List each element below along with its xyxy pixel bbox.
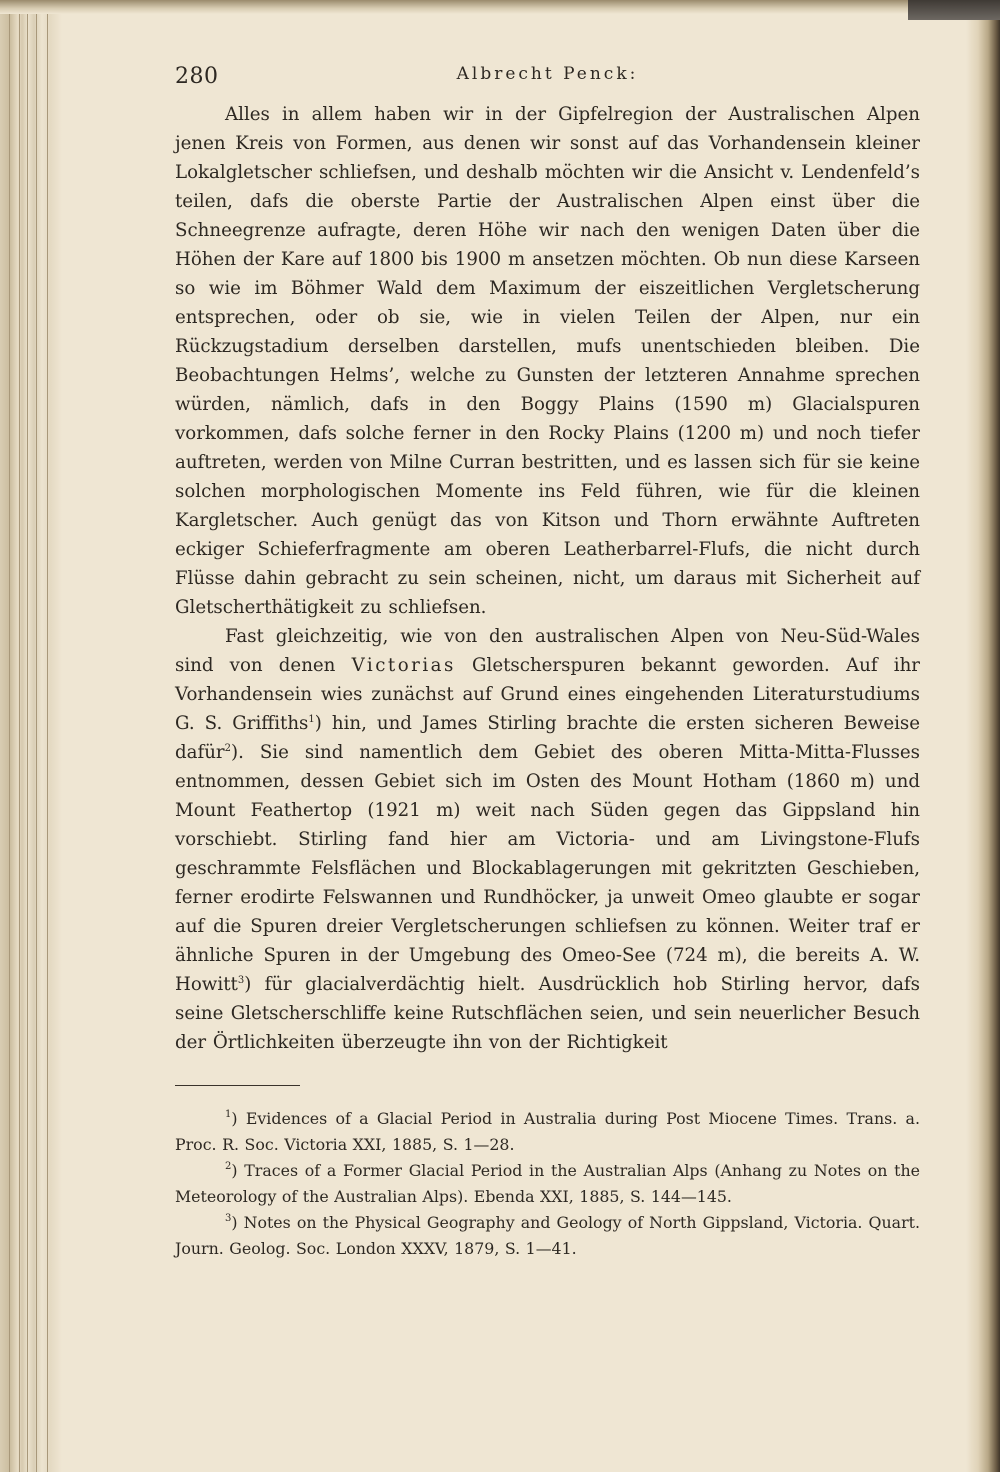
top-page-edge [0, 0, 1000, 14]
paragraph-2-part-a: Fast gleichzeitig, wie von den australischen Alpen von Neu-Süd-Wales sind von denen [175, 626, 920, 676]
paragraph-2-part-e: ) für glacialverdächtig hielt. Ausdrücklich hob Stirling hervor, dafs seine Gletscherschliffe keine Rutschflächen seien, und sein neuerlicher Besuch der Örtlichkeiten überzeugte ihn von der Richtigkeit [175, 974, 920, 1053]
paragraph-1: Alles in allem haben wir in der Gipfelregion der Australischen Alpen jenen Kreis von Formen, aus denen wir sonst auf das Vorhandensein kleiner Lokalgletscher schliefsen, und deshalb möchten wir die Ansicht v. Lendenfeld’s teilen, dafs die oberste Partie der Australischen Alpen einst über die Schneegrenze aufragte, deren Höhe wir nach den wenigen Daten über die Höhen der Kare auf 1800 bis 1900 m ansetzen möchten. Ob nun diese Karseen so wie im Böhmer Wald dem Maximum der eiszeitlichen Vergletscherung entsprechen, oder ob sie, wie in vielen Teilen der Alpen, nur ein Rückzugstadium derselben darstellen, mufs unentschieden bleiben. Die Beobachtungen Helms’, welche zu Gunsten der letzteren Annahme sprechen würden, nämlich, dafs in den Boggy Plains (1590 m) Glacialspuren vorkommen, dafs solche ferner in den Rocky Plains (1200 m) und noch tiefer auftreten, werden von Milne Curran bestritten, und es lassen sich für sie keine solchen morphologischen Momente ins Feld führen, wie für die kleinen Kargletscher. Auch genügt das von Kitson und Thorn erwähnte Auftreten eckiger Schieferfragmente am oberen Leatherbarrel-Flufs, die nicht durch Flüsse dahin gebracht zu sein scheinen, nicht, um daraus mit Sicherheit auf Gletscherthätigkeit zu schliefsen. [175, 104, 920, 618]
footnote-3 [175, 1210, 920, 1262]
footnotes [175, 1106, 920, 1262]
running-head: Albrecht Penck: [456, 64, 639, 84]
footnote-2 [175, 1158, 920, 1210]
footnote-separator [175, 1085, 300, 1086]
footnote-1 [175, 1106, 920, 1158]
page-header [175, 58, 920, 100]
footnote-ref-3: 3 [237, 975, 245, 986]
footnote-marker: 3 [225, 1213, 232, 1224]
spaced-word-victorias: Victorias [351, 655, 456, 676]
footnote-text: ) Evidences of a Glacial Period in Australia during Post Miocene Times. Trans. a. Proc. R. Soc. Victoria XXI, 1885, S. 1—28. [175, 1109, 920, 1154]
footnote-text: ) Traces of a Former Glacial Period in the Australian Alps (Anhang zu Notes on the Meteorology of the Australian Alps). Ebenda XXI, 1885, S. 144—145. [175, 1161, 920, 1206]
book-gutter [0, 0, 62, 1472]
footnote-text: ) Notes on the Physical Geography and Geology of North Gippsland, Victoria. Quart. Journ. Geolog. Soc. London XXXV, 1879, S. 1—41. [175, 1213, 920, 1258]
paragraph-2-part-c: ) hin, und James Stirling brachte die ersten sicheren Beweise dafür [175, 713, 920, 763]
footnote-marker: 2 [225, 1161, 232, 1172]
paragraph-2-part-d: ). Sie sind namentlich dem Gebiet des oberen Mitta-Mitta-Flusses entnommen, dessen Gebiet sich im Osten des Mount Hotham (1860 m) und Mount Feathertop (1921 m) weit nach Süden gegen das Gippsland hin vorschiebt. Stirling fand hier am Victoria- und am Livingstone-Flufs geschrammte Felsflächen und Blockablagerungen mit gekritzten Geschieben, ferner erodirte Felswannen und Rundhöcker, ja unweit Omeo glaubte er sogar auf die Spuren dreier Vergletscherungen schliefsen zu können. Weiter traf er ähnliche Spuren in der Umgebung des Omeo-See (724 m), die bereits A. W. Howitt [175, 742, 920, 995]
paragraph-2-part-b: Gletscherspuren bekannt geworden. Auf ihr Vorhandensein wies zunächst auf Grund eines eingehenden Literaturstudiums G. S. Griffiths [175, 655, 920, 734]
corner-shadow [908, 0, 1000, 20]
page-number: 280 [175, 64, 219, 89]
page-content [175, 58, 920, 1262]
footnote-marker: 1 [225, 1109, 232, 1120]
footnote-ref-1: 1 [308, 714, 315, 725]
footnote-ref-2: 2 [224, 743, 231, 754]
paragraph-2 [175, 622, 920, 1057]
right-page-edge [966, 0, 1000, 1472]
body-text [175, 100, 920, 1057]
